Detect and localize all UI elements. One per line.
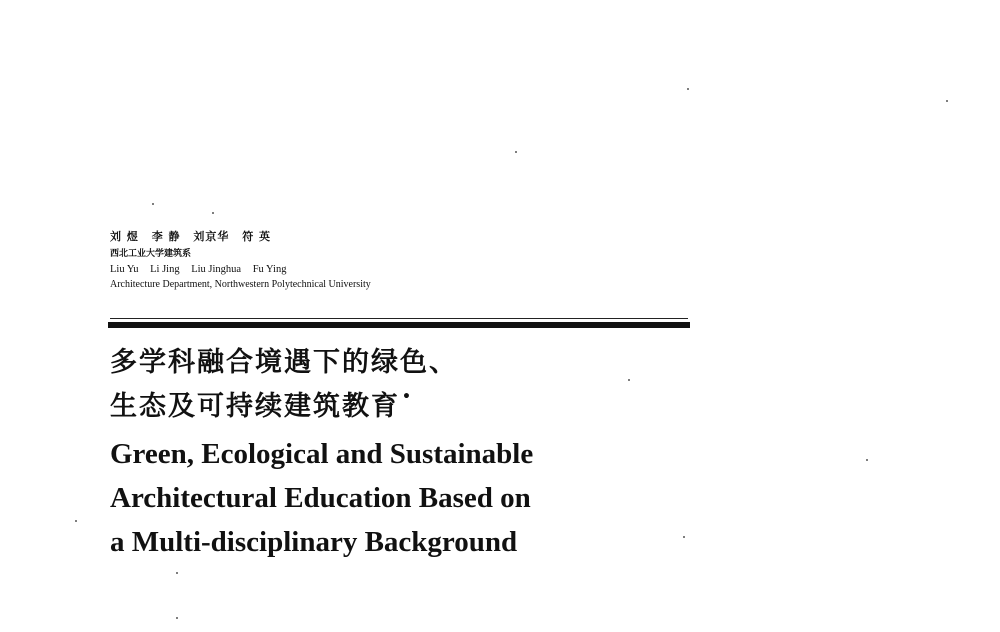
scan-speck	[946, 100, 948, 102]
author-en-4: Fu Ying	[252, 264, 287, 275]
author-en-3: Liu Jinghua	[191, 264, 242, 275]
footnote-marker: •	[402, 389, 413, 405]
scan-speck	[152, 203, 154, 205]
scan-speck	[866, 459, 868, 461]
title-english-line-1: Green, Ecological and Sustainable	[110, 438, 534, 470]
header-rule-thin	[110, 318, 688, 319]
author-byline	[110, 229, 690, 292]
author-en-1: Liu Yu	[110, 264, 139, 275]
affiliation-chinese: 西北工业大学建筑系	[110, 249, 192, 259]
scan-speck	[212, 212, 214, 214]
title-block	[110, 344, 710, 564]
affiliation-english: Architecture Department, Northwestern Polytechnical University	[110, 279, 371, 290]
scan-speck	[515, 151, 517, 153]
scan-speck	[176, 617, 178, 619]
title-chinese-line-2	[110, 382, 710, 426]
author-cn-1: 刘 煜	[110, 230, 139, 243]
header-rule-thick	[108, 322, 690, 328]
scan-speck	[687, 88, 689, 90]
title-english-line-2: Architectural Education Based on	[110, 482, 531, 514]
author-cn-2: 李 静	[151, 230, 181, 243]
title-chinese-line-1: 多学科融合境遇下的绿色、	[110, 347, 458, 378]
title-english-line-3: a Multi-disciplinary Background	[110, 526, 518, 558]
title-chinese-line-2-text: 生态及可持续建筑教育	[110, 391, 400, 422]
author-en-2: Li Jing	[150, 264, 180, 275]
author-cn-4: 符 英	[242, 230, 272, 243]
authors-chinese	[110, 229, 690, 244]
scan-speck	[75, 520, 77, 522]
authors-english	[110, 263, 690, 277]
author-cn-3: 刘京华	[193, 230, 230, 243]
title-english	[110, 432, 710, 564]
scan-speck	[176, 572, 178, 574]
